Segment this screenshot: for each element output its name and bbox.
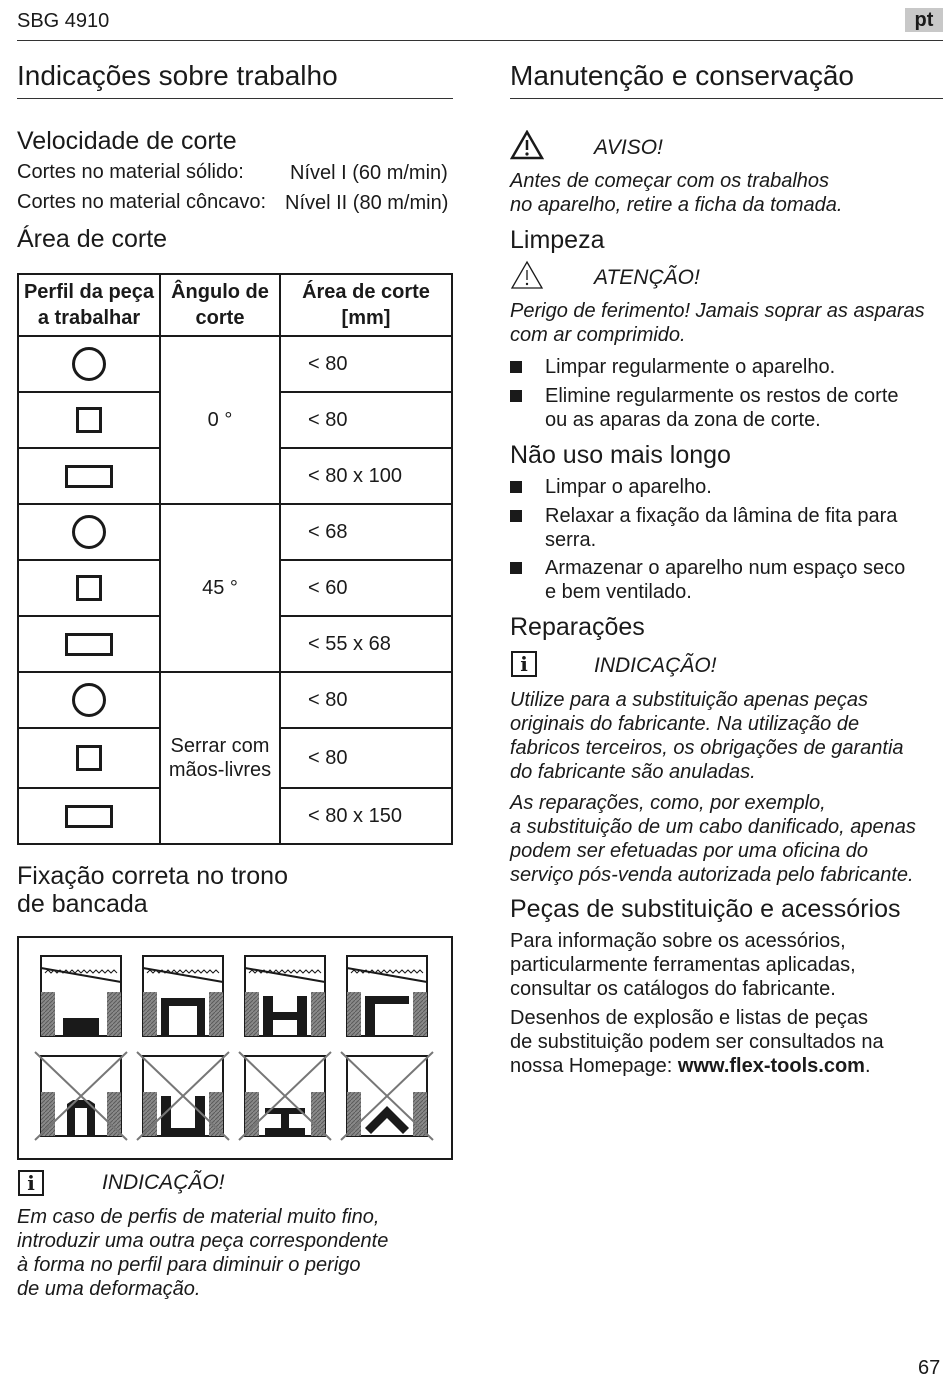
table-header-row [18, 274, 452, 336]
area-cell: < 80 x 100 [280, 448, 452, 504]
profile-cell [18, 672, 160, 728]
list-item: Relaxar a fixação da lâmina de fita para serra. [545, 505, 898, 551]
vise-clamping-figure [17, 936, 453, 1160]
speed-value: Nível II (80 m/min) [285, 192, 449, 214]
profile-cell [18, 560, 160, 616]
profile-cell [18, 788, 160, 844]
speed-row-solid [17, 161, 244, 184]
area-cell: < 80 [280, 336, 452, 392]
model-name: SBG 4910 [17, 10, 110, 32]
column-header-angle: Ângulo de corte [160, 274, 280, 336]
note-label: INDICAÇÃO! [102, 1171, 225, 1194]
info-icon: i [511, 651, 537, 677]
table-row [18, 336, 452, 392]
list-item: Limpar regularmente o aparelho. [545, 356, 836, 378]
profile-cell [18, 336, 160, 392]
title-divider [17, 98, 453, 99]
angle-cell: 0 ° [160, 336, 280, 504]
storage-heading: Não uso mais longo [510, 441, 731, 469]
caution-icon [510, 260, 544, 290]
bullet-marker [510, 390, 522, 402]
title-divider [510, 98, 943, 99]
info-icon: i [18, 1170, 44, 1196]
column-header-area: Área de corte [mm] [280, 274, 452, 336]
profile-cell [18, 728, 160, 788]
area-cell: < 55 x 68 [280, 616, 452, 672]
correct-angle-profile-clamping [347, 956, 427, 1036]
angle-cell: 45 ° [160, 504, 280, 672]
caution-label: ATENÇÃO! [594, 266, 700, 289]
repairs-heading: Reparações [510, 613, 645, 641]
list-item: Elimine regularmente os restos de corte ou as aparas da zona de corte. [545, 385, 899, 431]
note-text: Em caso de perfis de material muito fino, introduzir uma outra peça correspondente à forma no perfil para diminuir o perigo de uma deformação. [17, 1206, 389, 1300]
profile-cell [18, 504, 160, 560]
repairs-text-1: Utilize para a substituição apenas peças originais do fabricante. Na utilização de fabricos terceiros, os obrigações de garantia do fabricante são anuladas. [510, 689, 904, 783]
parts-text-2: Desenhos de explosão e listas de peças de substituição podem ser consultados na nossa Homepage: www.flex-tools.com. [510, 1007, 884, 1077]
warning-text: Antes de começar com os trabalhos no aparelho, retire a ficha da tomada. [510, 170, 843, 216]
speed-heading: Velocidade de corte [17, 127, 237, 155]
incorrect-clamping-4 [341, 1052, 433, 1140]
warning-icon [510, 130, 544, 160]
list-item: Limpar o aparelho. [545, 476, 712, 498]
section-title-work: Indicações sobre trabalho [17, 60, 338, 91]
bullet-marker [510, 562, 522, 574]
incorrect-clamping-3 [239, 1052, 331, 1140]
parts-heading: Peças de substituição e acessórios [510, 895, 901, 923]
correct-h-profile-clamping [245, 956, 325, 1036]
parts-text-1: Para informação sobre os acessórios, particularmente ferramentas aplicadas, consultar os catálogos do fabricante. [510, 930, 856, 1000]
list-item: Armazenar o aparelho num espaço seco e bem ventilado. [545, 557, 906, 603]
note-block-left [18, 1170, 44, 1196]
language-badge: pt [905, 8, 943, 32]
speed-row-hollow [17, 191, 266, 214]
page-number: 67 [918, 1357, 941, 1379]
bullet-marker [510, 361, 522, 373]
speed-label: Cortes no material sólido: [17, 161, 244, 183]
incorrect-clamping-2 [137, 1052, 229, 1140]
table-row [18, 504, 452, 560]
area-cell: < 68 [280, 504, 452, 560]
rectangular-profile-icon [65, 465, 113, 488]
angle-cell: Serrar com mãos-livres [160, 672, 280, 844]
cleaning-heading: Limpeza [510, 226, 605, 254]
bullet-marker [510, 481, 522, 493]
square-profile-icon [76, 407, 102, 433]
round-profile-icon [72, 347, 106, 381]
speed-value: Nível I (60 m/min) [290, 162, 448, 184]
caution-text: Perigo de ferimento! Jamais soprar as asparas com ar comprimido. [510, 300, 925, 346]
column-header-profile: Perfil da peça a trabalhar [18, 274, 160, 336]
cut-area-heading: Área de corte [17, 225, 168, 253]
profile-cell [18, 392, 160, 448]
correct-flat-clamping [41, 956, 121, 1036]
area-cell: < 80 [280, 672, 452, 728]
square-profile-icon [76, 745, 102, 771]
square-profile-icon [76, 575, 102, 601]
repairs-text-2: As reparações, como, por exemplo, a substituição de um cabo danificado, apenas podem ser efetuadas por uma oficina do serviço pós-venda autorizada pelo fabricante. [510, 792, 916, 886]
bullet-marker [510, 510, 522, 522]
speed-label: Cortes no material côncavo: [17, 191, 267, 213]
area-cell: < 80 [280, 728, 452, 788]
vise-clamping-illustration [19, 938, 451, 1158]
profile-cell [18, 448, 160, 504]
rectangular-profile-icon [65, 805, 113, 828]
fixation-heading: Fixação correta no trono de bancada [17, 862, 288, 918]
repairs-note-icon-wrap [511, 651, 537, 677]
area-cell: < 80 [280, 392, 452, 448]
correct-u-profile-clamping [143, 956, 223, 1036]
incorrect-clamping-1 [35, 1052, 127, 1140]
repairs-note-label: INDICAÇÃO! [594, 654, 717, 677]
round-profile-icon [72, 683, 106, 717]
header-divider [17, 40, 943, 41]
table-row [18, 672, 452, 728]
warning-label: AVISO! [594, 136, 663, 159]
area-cell: < 60 [280, 560, 452, 616]
cut-area-table [17, 273, 453, 845]
profile-cell [18, 616, 160, 672]
area-cell: < 80 x 150 [280, 788, 452, 844]
rectangular-profile-icon [65, 633, 113, 656]
homepage-link[interactable]: www.flex-tools.com [677, 1055, 865, 1077]
section-title-maintenance: Manutenção e conservação [510, 60, 854, 91]
round-profile-icon [72, 515, 106, 549]
